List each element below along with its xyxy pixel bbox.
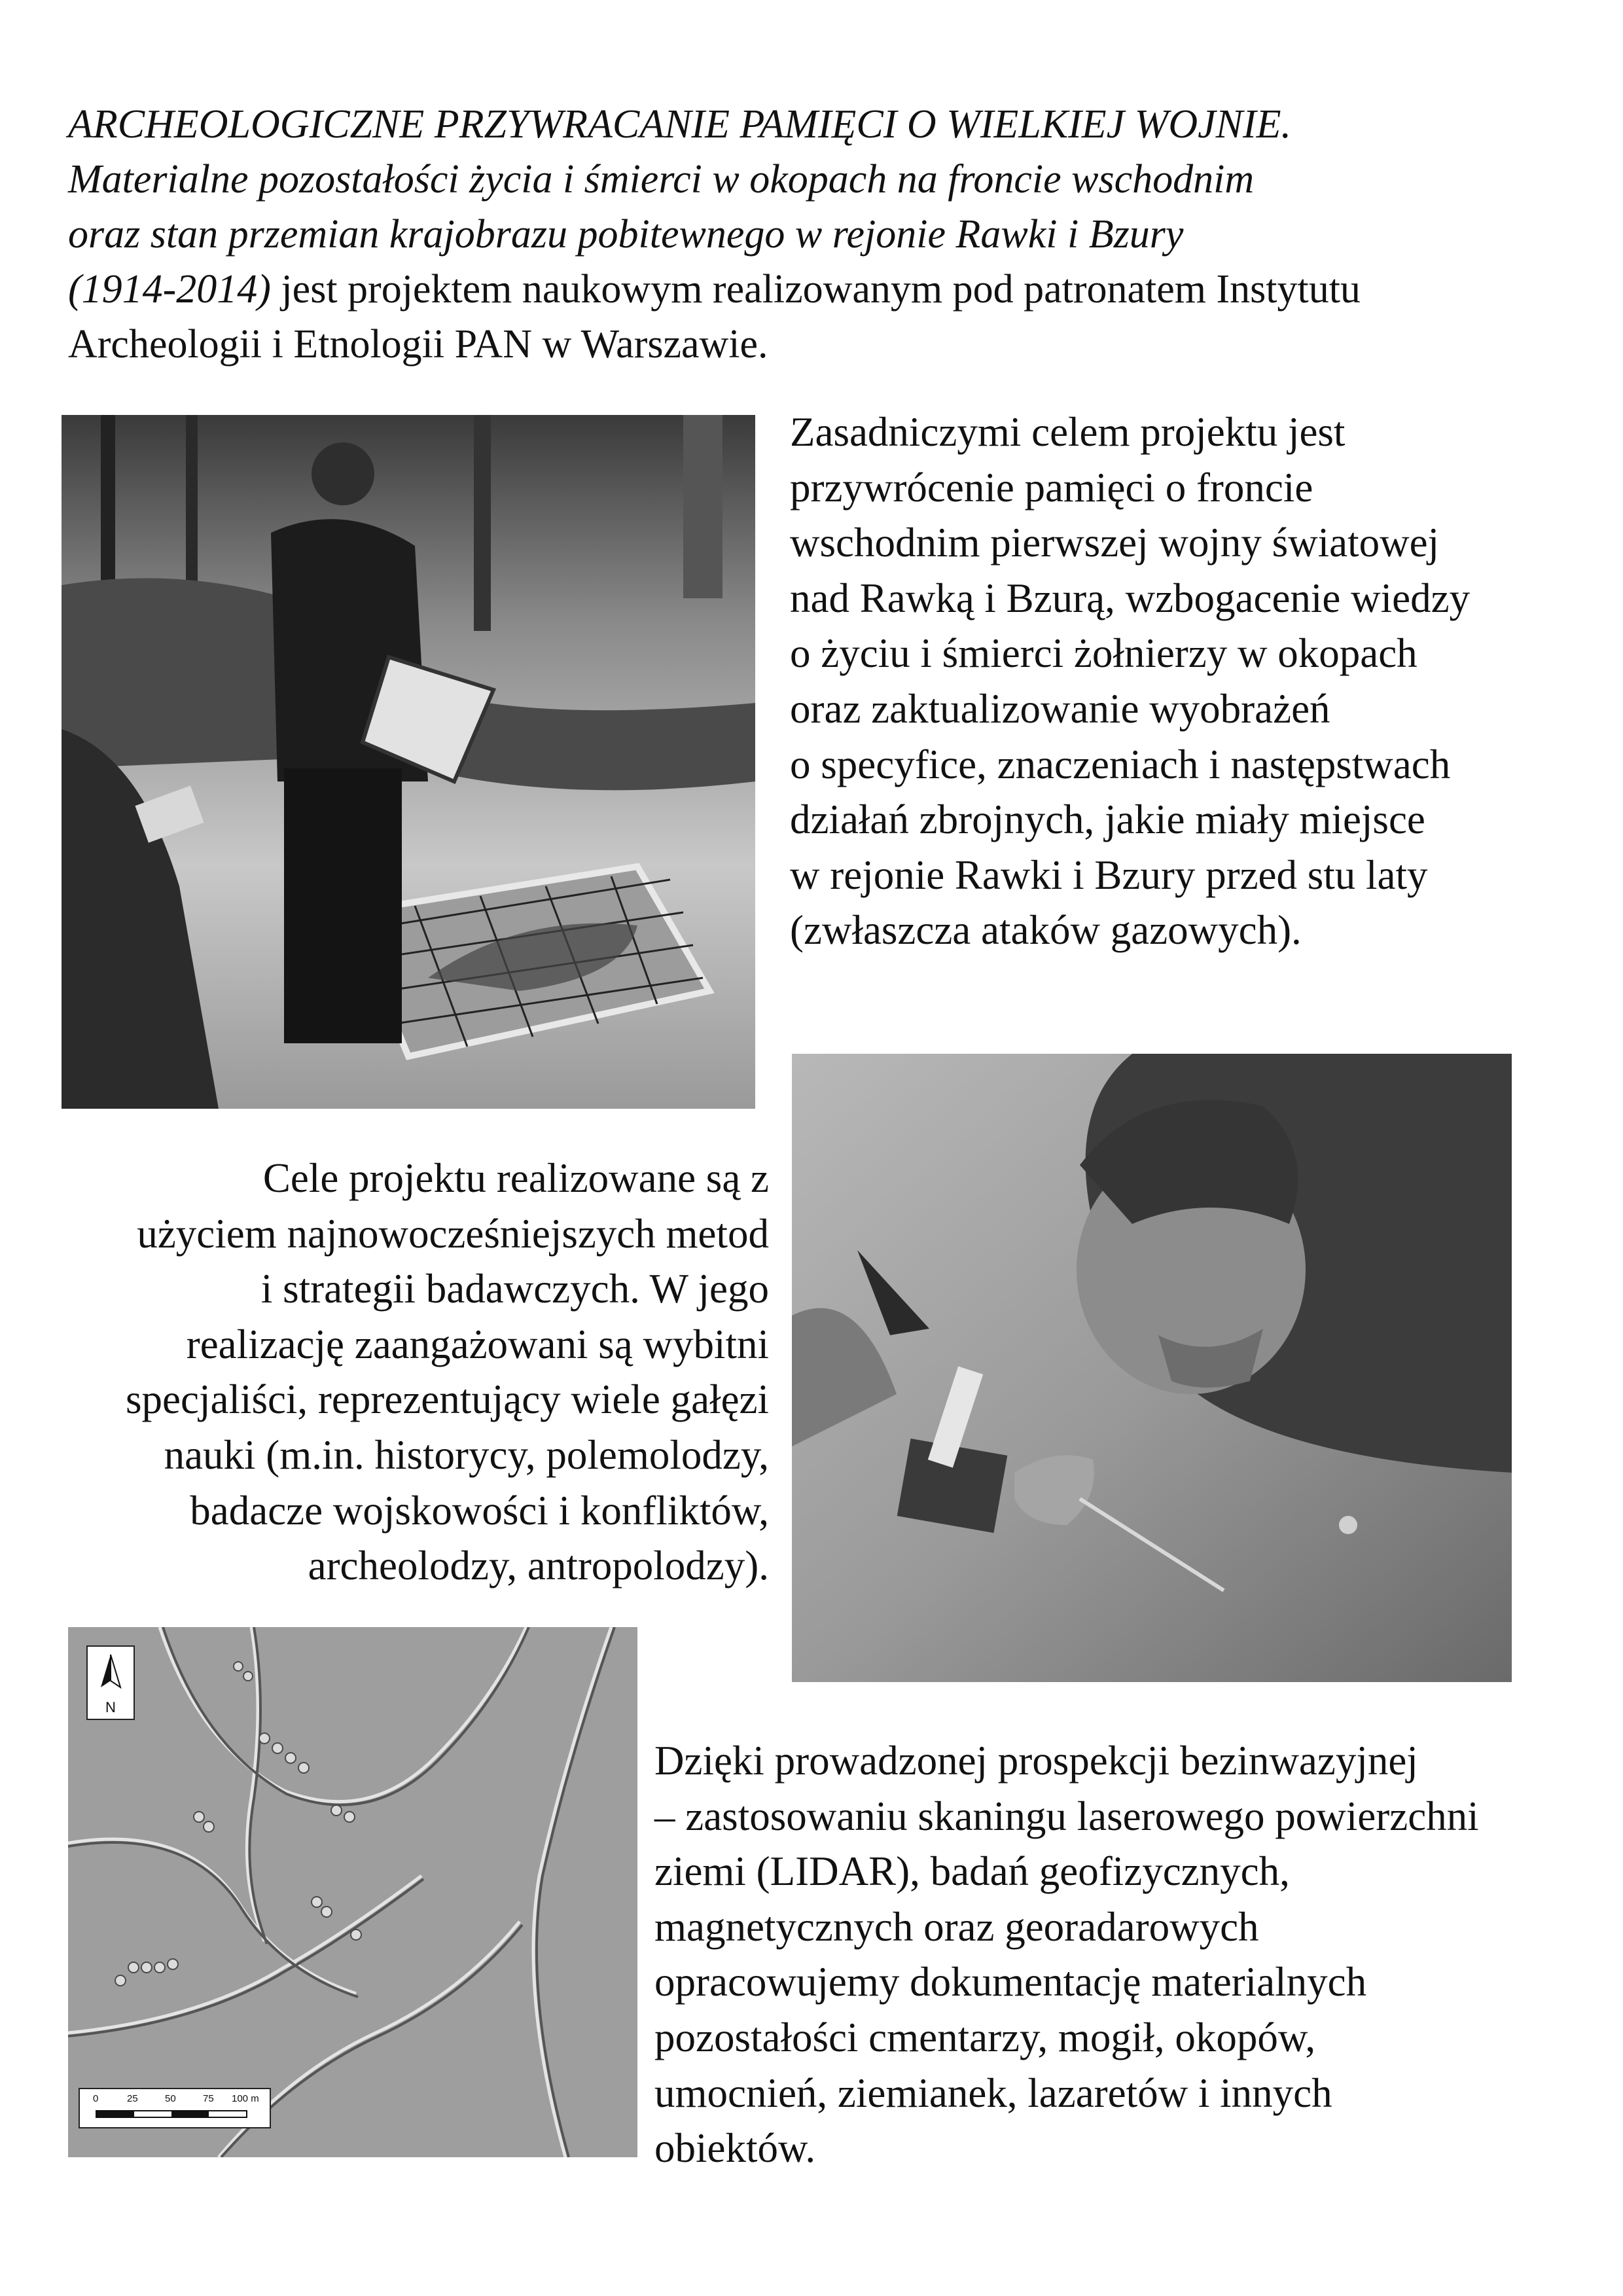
text-line: obiektów. xyxy=(654,2125,816,2172)
text-line: Cele projektu realizowane są z xyxy=(262,1155,769,1201)
intro-sentence-part-1: jest projektem naukowym realizowanym pod patronatem Instytutu xyxy=(270,267,1361,312)
text-line: użyciem najnowocześniejszych metod xyxy=(137,1210,769,1257)
intro-subtitle-years: (1914-2014) xyxy=(68,267,271,312)
scale-bar xyxy=(79,2088,271,2128)
text-line: specjaliści, reprezentujący wiele gałęzi xyxy=(126,1376,769,1423)
text-line: przywrócenie pamięci o froncie xyxy=(790,464,1313,511)
text-line: nauki (m.in. historycy, polemolodzy, xyxy=(164,1431,769,1478)
scale-label: 25 xyxy=(127,2093,138,2104)
text-line: realizację zaangażowani są wybitni xyxy=(186,1321,769,1367)
text-line: o życiu i śmierci żołnierzy w okopach xyxy=(790,630,1418,677)
intro-subtitle-line-2: oraz stan przemian krajobrazu pobitewnego w rejonie Rawki i Bzury xyxy=(68,212,1184,257)
fieldwork-photo xyxy=(792,1054,1512,1682)
scale-label: 50 xyxy=(165,2093,176,2104)
intro-subtitle-line-1: Materialne pozostałości życia i śmierci w okopach na froncie wschodnim xyxy=(68,157,1255,202)
lidar-text xyxy=(654,1733,1597,2176)
text-line: (zwłaszcza ataków gazowych). xyxy=(790,907,1302,954)
intro-paragraph xyxy=(68,97,1573,372)
text-line: ziemi (LIDAR), badań geofizycznych, xyxy=(654,1848,1290,1895)
text-line: – zastosowaniu skaningu laserowego powierzchni xyxy=(654,1793,1479,1839)
intro-title: ARCHEOLOGICZNE PRZYWRACANIE PAMIĘCI O WIELKIEJ WOJNIE. xyxy=(68,102,1291,147)
scale-label: 75 xyxy=(203,2093,214,2104)
text-line: pozostałości cmentarzy, mogił, okopów, xyxy=(654,2014,1316,2060)
text-line: w rejonie Rawki i Bzury przed stu laty xyxy=(790,852,1428,898)
text-line: nad Rawką i Bzurą, wzbogacenie wiedzy xyxy=(790,575,1471,621)
text-line: wschodnim pierwszej wojny światowej xyxy=(790,520,1440,566)
text-line: magnetycznych oraz georadarowych xyxy=(654,1903,1259,1950)
intro-sentence-part-2: Archeologii i Etnologii PAN w Warszawie. xyxy=(68,322,768,367)
text-line: oraz zaktualizowanie wyobrażeń xyxy=(790,685,1330,732)
north-label: N xyxy=(105,1699,116,1715)
scale-label: 0 xyxy=(93,2093,99,2104)
project-goal-text xyxy=(790,404,1595,958)
text-line: i strategii badawczych. W jego xyxy=(260,1266,769,1312)
text-line: badacze wojskowości i konfliktów, xyxy=(190,1487,769,1534)
text-line: umocnień, ziemianek, lazaretów i innych xyxy=(654,2070,1332,2116)
scale-bar-graphic xyxy=(96,2110,247,2118)
text-line: działań zbrojnych, jakie miały miejsce xyxy=(790,797,1425,843)
text-line: o specyfice, znaczeniach i następstwach xyxy=(790,741,1451,787)
text-line: opracowujemy dokumentację materialnych xyxy=(654,1959,1367,2005)
north-arrow xyxy=(86,1645,135,1720)
lidar-map xyxy=(68,1627,637,2157)
text-line: archeolodzy, antropolodzy). xyxy=(308,1543,769,1589)
excavation-photo xyxy=(62,415,755,1109)
methods-text xyxy=(26,1151,769,1594)
scale-label: 100 m xyxy=(232,2093,259,2104)
text-line: Zasadniczymi celem projektu jest xyxy=(790,409,1346,455)
text-line: Dzięki prowadzonej prospekcji bezinwazyjnej xyxy=(654,1738,1418,1784)
